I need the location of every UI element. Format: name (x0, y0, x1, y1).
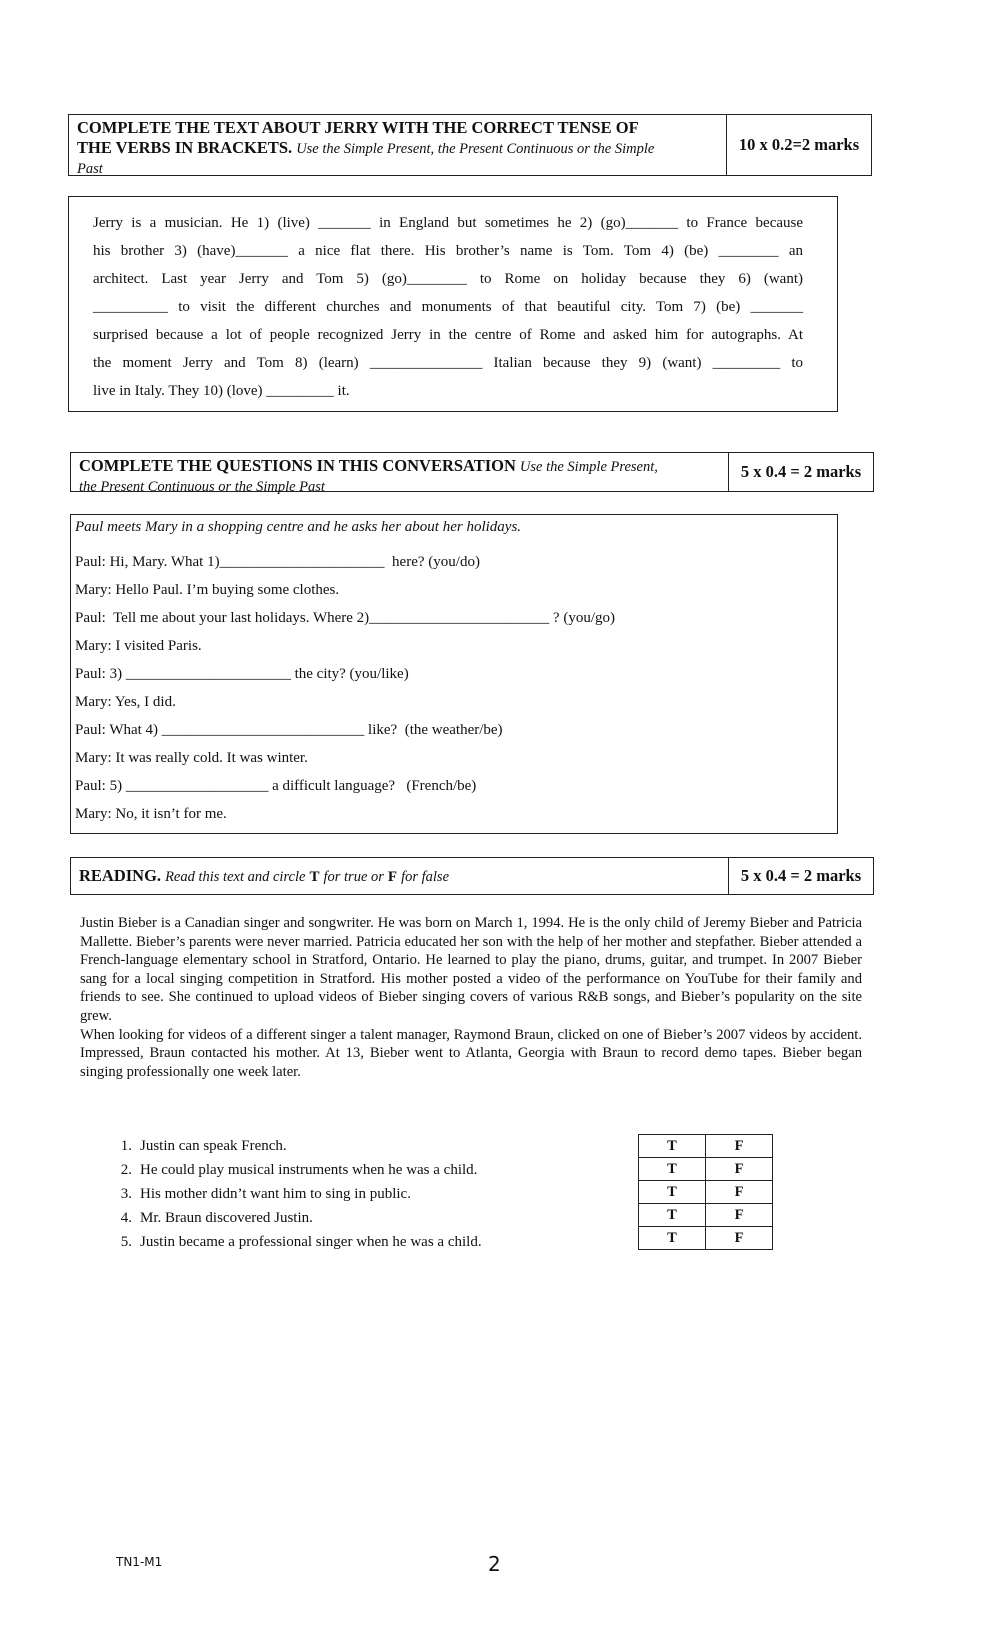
question-number: 3. (120, 1186, 132, 1202)
true-option[interactable]: T (639, 1181, 706, 1204)
tf-row (639, 1135, 773, 1158)
conversation-line: Paul: Tell me about your last holidays. Where 2)________________________ ? (you/go) (75, 610, 615, 626)
section3-instruction-a: Read this text and circle (165, 869, 306, 885)
jerry-text-line: surprised because a lot of people recognized Jerry in the centre of Rome and asked him for autographs. At (93, 327, 803, 343)
question-item (108, 1182, 628, 1206)
conversation-line: Mary: I visited Paris. (75, 638, 202, 654)
section2-title: COMPLETE THE QUESTIONS IN THIS CONVERSATION (79, 456, 516, 475)
reading-paragraph-2: When looking for videos of a different singer a talent manager, Raymond Braun, clicked on one of Bieber’s 2007 videos by accident. Impressed, Braun contacted his mother. At 13, Bieber went to Atlanta, Georgia with Braun to record demo tapes. Bieber began singing professionally one week later. (80, 1026, 862, 1080)
jerry-text-box (68, 196, 838, 412)
tf-row (639, 1181, 773, 1204)
tf-row (639, 1227, 773, 1250)
section1-instruction-cont: Past (77, 161, 103, 177)
section2-marks: 5 x 0.4 = 2 marks (740, 462, 862, 481)
footer-code: TN1-M1 (116, 1555, 163, 1569)
section2-header (70, 452, 874, 495)
section1-title-cell (69, 115, 727, 175)
jerry-text-line: the moment Jerry and Tom 8) (learn) _______________ Italian because they 9) (want) _________ to (93, 355, 803, 371)
conversation-intro: Paul meets Mary in a shopping centre and he asks her about her holidays. (75, 519, 522, 535)
question-text: Justin became a professional singer when he was a child. (140, 1234, 482, 1250)
false-option[interactable]: F (706, 1204, 773, 1227)
conversation-line: Paul: 5) ___________________ a difficult language? (French/be) (75, 778, 477, 794)
question-number: 2. (120, 1162, 132, 1178)
reading-text (80, 914, 862, 1081)
section3-header (70, 857, 874, 895)
conversation-line: Mary: No, it isn’t for me. (75, 806, 227, 822)
question-item (108, 1230, 628, 1254)
jerry-text-line: __________ to visit the different churches and monuments of that beautiful city. Tom 7) (be) _______ (93, 299, 803, 315)
question-item (108, 1158, 628, 1182)
jerry-text-line: his brother 3) (have)_______ a nice flat there. His brother’s name is Tom. Tom 4) (be) ________ an (93, 243, 803, 259)
true-option[interactable]: T (639, 1158, 706, 1181)
true-false-grid (638, 1134, 773, 1250)
question-text: He could play musical instruments when he was a child. (140, 1162, 478, 1178)
question-number: 5. (120, 1234, 132, 1250)
question-item (108, 1134, 628, 1158)
section3-instruction-t: T (309, 869, 320, 885)
section1-title-line1: COMPLETE THE TEXT ABOUT JERRY WITH THE CORRECT TENSE OF (77, 118, 639, 137)
reading-paragraph-1: Justin Bieber is a Canadian singer and songwriter. He was born on March 1, 1994. He is the only child of Jeremy Bieber and Patricia Mallette. Bieber’s parents were never married. Patricia educated her son with the help of her mother and stepfather. Bieber attended a French-language elementary school in Stratford, Ontario. He learned to play the piano, drums, guitar, and trumpet. In 2007 Bieber sang for a local singing competition in Stratford. His mother posted a video of the performance on YouTube for their family and friends to see. She continued to upload videos of Bieber singing covers of various R&B songs, and Bieber’s popularity on the site grew. (80, 915, 862, 1024)
question-text: Mr. Braun discovered Justin. (140, 1210, 313, 1226)
true-option[interactable]: T (639, 1135, 706, 1158)
section2-instruction: Use the Simple Present, (519, 459, 658, 475)
question-number: 1. (120, 1138, 132, 1154)
section3-title-cell (71, 858, 729, 894)
conversation-line: Paul: What 4) ___________________________ like? (the weather/be) (75, 722, 503, 738)
false-option[interactable]: F (706, 1181, 773, 1204)
true-false-questions (108, 1134, 628, 1254)
question-text: Justin can speak French. (140, 1138, 287, 1154)
jerry-text-line: live in Italy. They 10) (love) _________ it. (93, 383, 350, 399)
true-option[interactable]: T (639, 1204, 706, 1227)
question-number: 4. (120, 1210, 132, 1226)
conversation-line: Paul: Hi, Mary. What 1)______________________ here? (you/do) (75, 554, 480, 570)
false-option[interactable]: F (706, 1227, 773, 1250)
conversation-line: Mary: Hello Paul. I’m buying some clothes. (75, 582, 340, 598)
section1-instruction: Use the Simple Present, the Present Continuous or the Simple (296, 141, 655, 157)
tf-row (639, 1158, 773, 1181)
section3-marks: 5 x 0.4 = 2 marks (740, 866, 862, 885)
section1-title-line2: THE VERBS IN BRACKETS. (77, 138, 293, 157)
section1-marks: 10 x 0.2=2 marks (738, 135, 860, 154)
section3-title: READING. (79, 866, 162, 885)
conversation-line: Mary: It was really cold. It was winter. (75, 750, 308, 766)
question-text: His mother didn’t want him to sing in public. (140, 1186, 411, 1202)
conversation-box (70, 514, 838, 834)
question-item (108, 1206, 628, 1230)
jerry-text-line: Jerry is a musician. He 1) (live) _______ in England but sometimes he 2) (go)_______ to France because (93, 215, 803, 231)
conversation-line: Paul: 3) ______________________ the city? (you/like) (75, 666, 409, 682)
section3-instruction-c: for false (401, 869, 450, 885)
section1-header (68, 114, 872, 176)
section2-instruction-cont: the Present Continuous or the Simple Past (79, 479, 325, 495)
section2-title-cell (71, 453, 729, 495)
section3-instruction-f: F (387, 869, 398, 885)
page-number: 2 (488, 1552, 501, 1576)
section3-instruction-b: for true or (323, 869, 384, 885)
false-option[interactable]: F (706, 1135, 773, 1158)
conversation-line: Mary: Yes, I did. (75, 694, 176, 710)
jerry-text-line: architect. Last year Jerry and Tom 5) (go)________ to Rome on holiday because they 6) (want) (93, 271, 803, 287)
false-option[interactable]: F (706, 1158, 773, 1181)
true-option[interactable]: T (639, 1227, 706, 1250)
tf-row (639, 1204, 773, 1227)
